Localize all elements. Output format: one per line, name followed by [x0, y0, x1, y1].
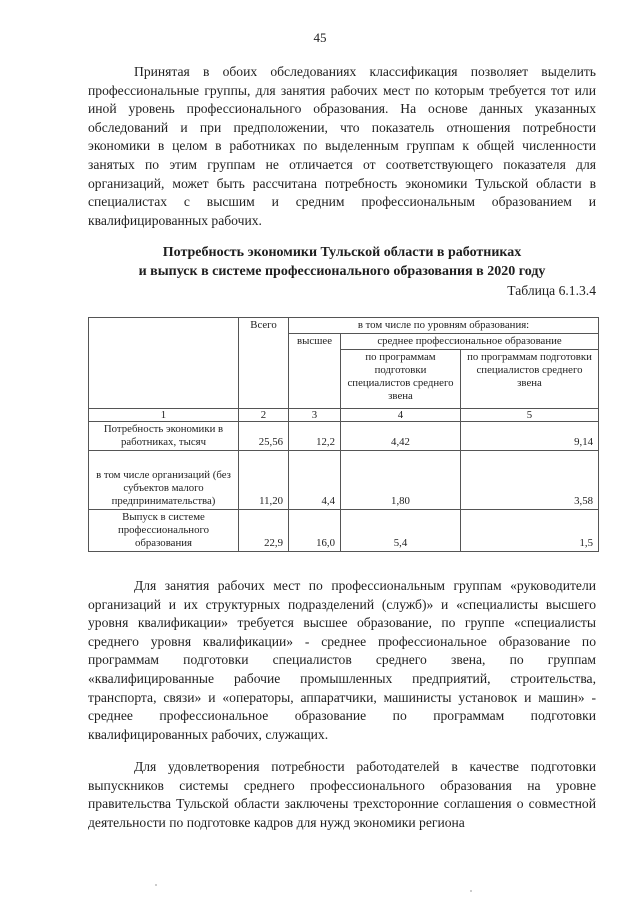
- cell-mid-specialists: 5,4: [341, 510, 461, 552]
- demand-table: [88, 317, 599, 552]
- table-title-line-1: Потребность экономики Тульской области в работниках: [162, 245, 522, 260]
- header-higher: высшее: [289, 334, 341, 409]
- row-label: Потребность экономики в работниках, тысяч: [89, 422, 239, 451]
- header-total: Всего: [239, 318, 289, 409]
- table-title: [88, 243, 596, 281]
- cell-total: 22,9: [239, 510, 289, 552]
- row-label: Выпуск в системе профессионального образования: [89, 510, 239, 552]
- cell-total: 11,20: [239, 451, 289, 510]
- table-row: [89, 451, 599, 510]
- column-number: 4: [341, 409, 461, 422]
- table-row: [89, 422, 599, 451]
- column-number: 3: [289, 409, 341, 422]
- cell-higher: 4,4: [289, 451, 341, 510]
- cell-mid-specialists: 4,42: [341, 422, 461, 451]
- column-number: 1: [89, 409, 239, 422]
- header-mid-specialists: по программам подготовки специалистов среднего звена: [341, 350, 461, 409]
- header-secondary: среднее профессиональное образование: [341, 334, 599, 350]
- header-mid-specialists-2: по программам подготовки специалистов среднего звена: [461, 350, 599, 409]
- header-by-level: в том числе по уровням образования:: [289, 318, 599, 334]
- column-numbers-row: [89, 409, 599, 422]
- cell-higher: 12,2: [289, 422, 341, 451]
- column-number: 5: [461, 409, 599, 422]
- table-header-row-1: [89, 318, 599, 334]
- table-number-label: Таблица 6.1.3.4: [507, 283, 596, 298]
- cell-skilled-workers: 3,58: [461, 451, 599, 510]
- paragraph-agreements: Для удовлетворения потребности работодателей в качестве подготовки выпускников системы среднего профессионального образования на уровне правительства Тульской области заключены трехсторонние соглашения о совместной деятельности по подготовке кадров для нужд экономики региона: [88, 759, 596, 830]
- scan-speck: [155, 884, 157, 886]
- paragraph-professional-groups: Для занятия рабочих мест по профессиональным группам «руководители организаций и их структурных подразделений (служб)» и «специалисты высшего уровня квалификации» требуется высшее образование, по группе «специалисты среднего уровня квалификации» - среднее профессиональное образование по программам подготовки специалистов среднего звена, по группам «квалифицированные рабочие промышленных предприятий, строительства, транспорта, связи» и «операторы, аппаратчики, машинисты установок и машин» - среднее профессиональное образование по программам подготовки квалифицированных рабочих, служащих.: [88, 578, 596, 742]
- row-label: в том числе организаций (без субъектов малого предпринимательства): [89, 451, 239, 510]
- scan-speck: [470, 890, 472, 892]
- cell-skilled-workers: 9,14: [461, 422, 599, 451]
- column-number: 2: [239, 409, 289, 422]
- table-row: [89, 510, 599, 552]
- cell-total: 25,56: [239, 422, 289, 451]
- header-empty-cell: [89, 318, 239, 409]
- cell-mid-specialists: 1,80: [341, 451, 461, 510]
- paragraph-classification: Принятая в обоих обследованиях классификация позволяет выделить профессиональные группы, для занятия рабочих мест по которым требуется тот или иной уровень профессионального образования. На основе данных указанных обследований и при предположении, что показатель отношения потребности экономики в целом в работниках по выделенным группам к общей численности занятых по этим группам не отличается от соответствующего показателя для организаций, может быть рассчитана потребность экономики Тульской области в специалистах с высшим и средним профессиональным образованием и квалифицированных рабочих.: [88, 64, 596, 228]
- cell-higher: 16,0: [289, 510, 341, 552]
- cell-skilled-workers: 1,5: [461, 510, 599, 552]
- page-number: 45: [313, 30, 327, 45]
- table-title-line-2: и выпуск в системе профессионального образования в 2020 году: [138, 264, 546, 279]
